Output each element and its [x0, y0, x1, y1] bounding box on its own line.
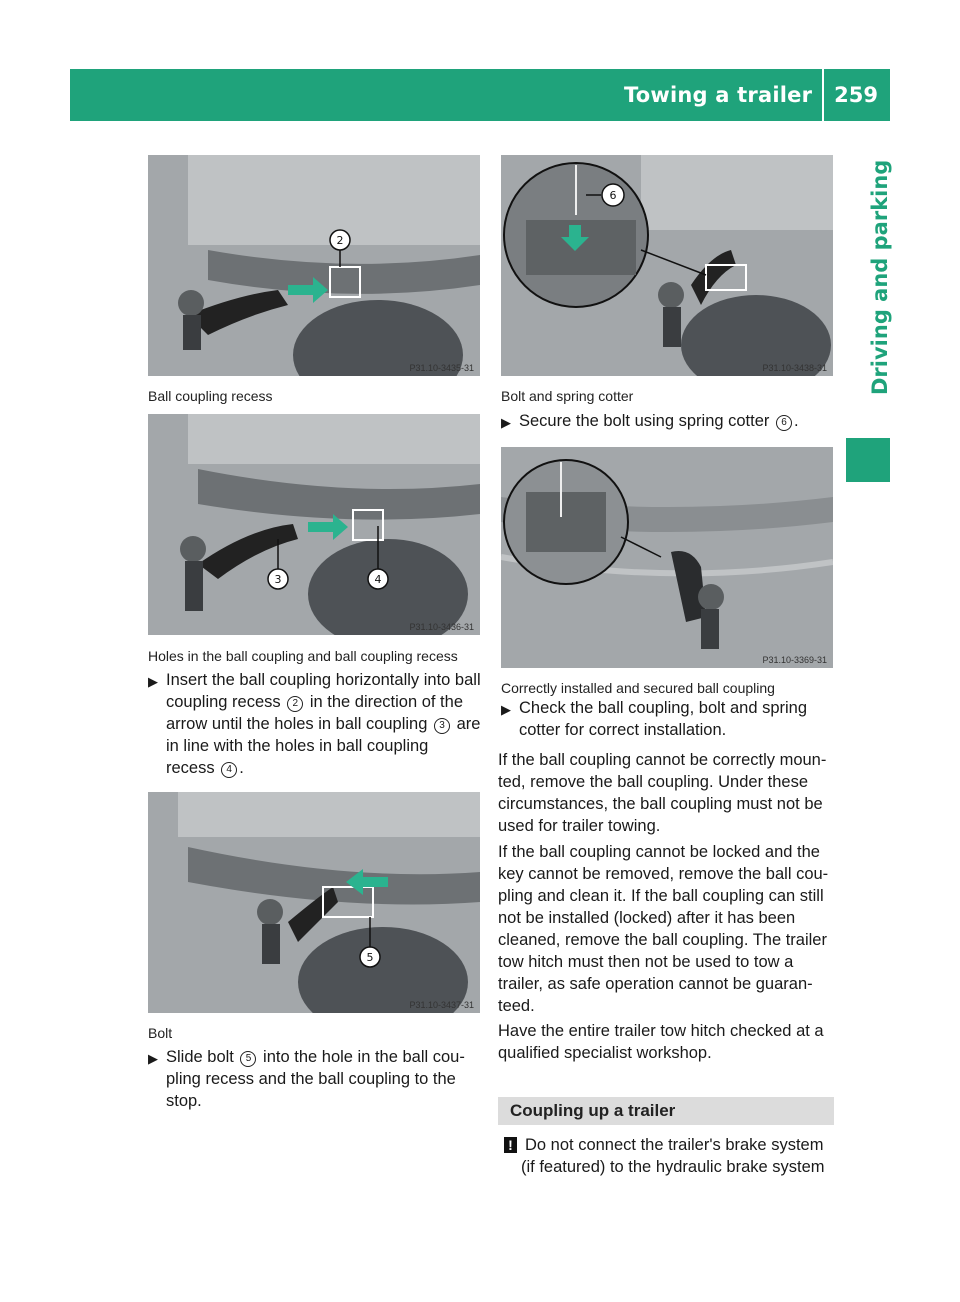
callout-6: 6 — [609, 189, 617, 202]
step-arrow-icon: ▶ — [148, 674, 158, 689]
step-text: Secure the bolt using spring cotter 6 . — [519, 412, 799, 430]
callout-4: 4 — [374, 573, 382, 586]
photo-illustration — [148, 155, 480, 376]
step-secure-bolt — [501, 410, 841, 434]
step-text: recess 4 . — [166, 759, 244, 777]
photo-illustration — [501, 155, 833, 376]
photo-bolt — [148, 792, 480, 1013]
callout-ref: 2 — [287, 696, 303, 712]
warning-note: ! Do not connect the trailer's brake system (if featured) to the hydraulic brake system — [504, 1134, 844, 1178]
callout-ref: 5 — [240, 1051, 256, 1067]
step-text: cotter for correct installation. — [519, 721, 727, 739]
callout-3: 3 — [274, 573, 282, 586]
step-text: stop. — [166, 1092, 202, 1110]
section-heading: Coupling up a trailer — [498, 1097, 834, 1125]
callout-ref: 3 — [434, 718, 450, 734]
photo-code: P31.10-3435-31 — [409, 363, 474, 373]
photo-code: P31.10-3436-31 — [409, 622, 474, 632]
callout-2: 2 — [336, 234, 344, 247]
photo-code: P31.10-3438-31 — [762, 363, 827, 373]
caption-1: Ball coupling recess — [148, 388, 273, 404]
step-arrow-icon: ▶ — [501, 415, 511, 430]
step-text: coupling recess 2 in the direction of the — [166, 693, 463, 711]
photo-bolt-spring-cotter — [501, 155, 833, 376]
section-side-block — [846, 438, 890, 482]
caption-5: Correctly installed and secured ball coupling — [501, 680, 775, 696]
warning-icon: ! — [504, 1137, 517, 1153]
photo-code: P31.10-3369-31 — [762, 655, 827, 665]
step-slide-bolt — [148, 1046, 488, 1112]
callout-5: 5 — [366, 951, 374, 964]
paragraph-cannot-mount: If the ball coupling cannot be correctly moun- ted, remove the ball coupling. Under these circumstances, the ball coupling must not be used for trailer towing. — [498, 751, 827, 835]
header-bar — [70, 69, 890, 121]
photo-ball-coupling-recess — [148, 155, 480, 376]
photo-illustration — [148, 414, 480, 635]
callout-ref: 4 — [221, 762, 237, 778]
caption-3: Bolt — [148, 1025, 173, 1041]
paragraph-workshop: Have the entire trailer tow hitch checked at a qualified specialist workshop. — [498, 1022, 824, 1062]
step-insert-ball-coupling — [148, 669, 488, 779]
step-text: in line with the holes in ball coupling — [166, 737, 429, 755]
step-text: Slide bolt 5 into the hole in the ball cou- — [166, 1048, 465, 1066]
page-number: 259 — [834, 83, 878, 107]
photo-installed-ball-coupling — [501, 447, 833, 668]
section-side-label: Driving and parking — [868, 159, 892, 395]
step-arrow-icon: ▶ — [501, 702, 511, 717]
step-check-ball-coupling — [501, 697, 841, 741]
paragraph-cannot-lock: If the ball coupling cannot be locked and the key cannot be removed, remove the ball cou- pling and clean it. If the ball coupling can still not be installed (locked) after it has been cleaned, remove the ball coupling. The trailer tow hitch must then not be used to tow a trailer, as safe operation cannot be guaran- teed. — [498, 843, 829, 1015]
caption-4: Bolt and spring cotter — [501, 388, 634, 404]
step-text: pling recess and the ball coupling to the — [166, 1070, 456, 1088]
step-text: Insert the ball coupling horizontally into ball — [166, 671, 481, 689]
callout-ref: 6 — [776, 415, 792, 431]
photo-illustration — [148, 792, 480, 1013]
step-text: arrow until the holes in ball coupling 3 are — [166, 715, 481, 733]
page-title: Towing a trailer — [624, 83, 813, 107]
photo-illustration — [501, 447, 833, 668]
step-text: Check the ball coupling, bolt and spring — [519, 699, 808, 717]
step-arrow-icon: ▶ — [148, 1051, 158, 1066]
photo-holes-ball-coupling — [148, 414, 480, 635]
photo-code: P31.10-3437-31 — [409, 1000, 474, 1010]
caption-2: Holes in the ball coupling and ball coupling recess — [148, 648, 458, 664]
